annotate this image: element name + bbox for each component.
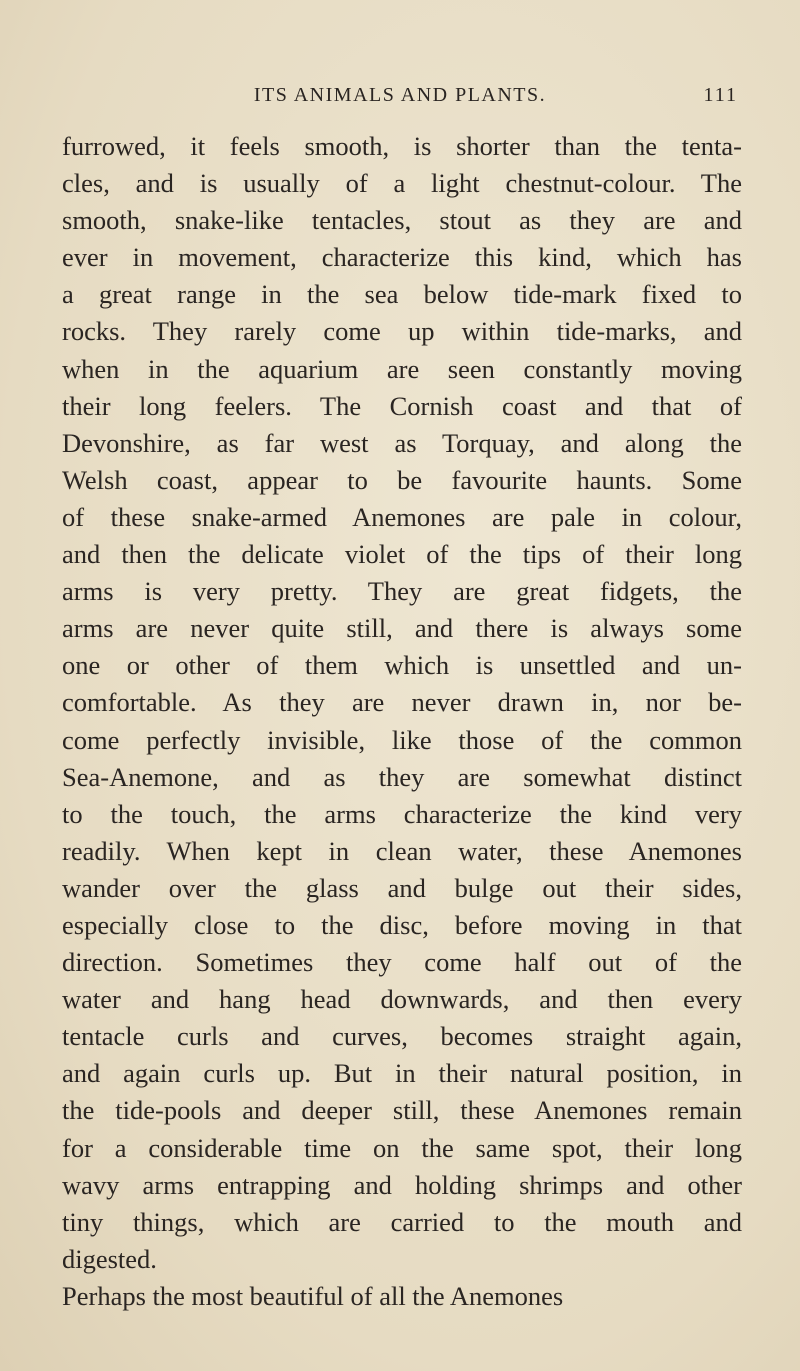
text-line: their long feelers. The Cornish coast and that of <box>62 390 742 421</box>
text-line: readily. When kept in clean water, these Anemones <box>62 835 742 866</box>
page-number: 111 <box>703 84 738 106</box>
text-line: ever in movement, characterize this kind, which has <box>62 242 742 273</box>
text-line: Devonshire, as far west as Torquay, and along the <box>62 427 742 458</box>
text-line: tiny things, which are carried to the mouth and <box>62 1206 742 1237</box>
text-line: water and hang head downwards, and then every <box>62 984 742 1015</box>
running-title: ITS ANIMALS AND PLANTS. <box>253 84 547 106</box>
text-line: of these snake-armed Anemones are pale in colour, <box>62 501 742 532</box>
text-line: arms is very pretty. They are great fidgets, the <box>62 576 742 607</box>
text-line: comfortable. As they are never drawn in, nor be- <box>62 687 742 718</box>
text-line: wander over the glass and bulge out their sides, <box>62 872 742 903</box>
text-line: direction. Sometimes they come half out of the <box>62 947 742 978</box>
text-line: when in the aquarium are seen constantly moving <box>62 353 742 384</box>
text-line: rocks. They rarely come up within tide-marks, and <box>62 316 742 347</box>
text-line: one or other of them which is unsettled and un- <box>62 650 742 681</box>
running-head <box>62 80 738 110</box>
text-line-paragraph-start: Perhaps the most beautiful of all the Anemones <box>62 1280 564 1311</box>
text-line: tentacle curls and curves, becomes straight again, <box>62 1021 742 1052</box>
text-line: to the touch, the arms characterize the kind very <box>62 798 742 829</box>
body-text <box>62 128 742 1315</box>
text-line: for a considerable time on the same spot, their long <box>62 1132 742 1163</box>
text-line-paragraph-end: digested. <box>62 1243 157 1274</box>
text-line: a great range in the sea below tide-mark fixed to <box>62 279 742 310</box>
text-line: and again curls up. But in their natural position, in <box>62 1058 742 1089</box>
text-line: wavy arms entrapping and holding shrimps and other <box>62 1169 742 1200</box>
text-line: the tide-pools and deeper still, these Anemones remain <box>62 1095 742 1126</box>
text-line: smooth, snake-like tentacles, stout as they are and <box>62 205 742 236</box>
text-line: come perfectly invisible, like those of the common <box>62 724 742 755</box>
text-line: and then the delicate violet of the tips of their long <box>62 539 742 570</box>
text-line: Sea-Anemone, and as they are somewhat distinct <box>62 761 742 792</box>
text-line: Welsh coast, appear to be favourite haunts. Some <box>62 464 742 495</box>
text-line: especially close to the disc, before moving in that <box>62 909 742 940</box>
text-line: arms are never quite still, and there is always some <box>62 613 742 644</box>
text-line: cles, and is usually of a light chestnut-colour. The <box>62 168 742 199</box>
text-line: furrowed, it feels smooth, is shorter than the tenta- <box>62 131 742 161</box>
